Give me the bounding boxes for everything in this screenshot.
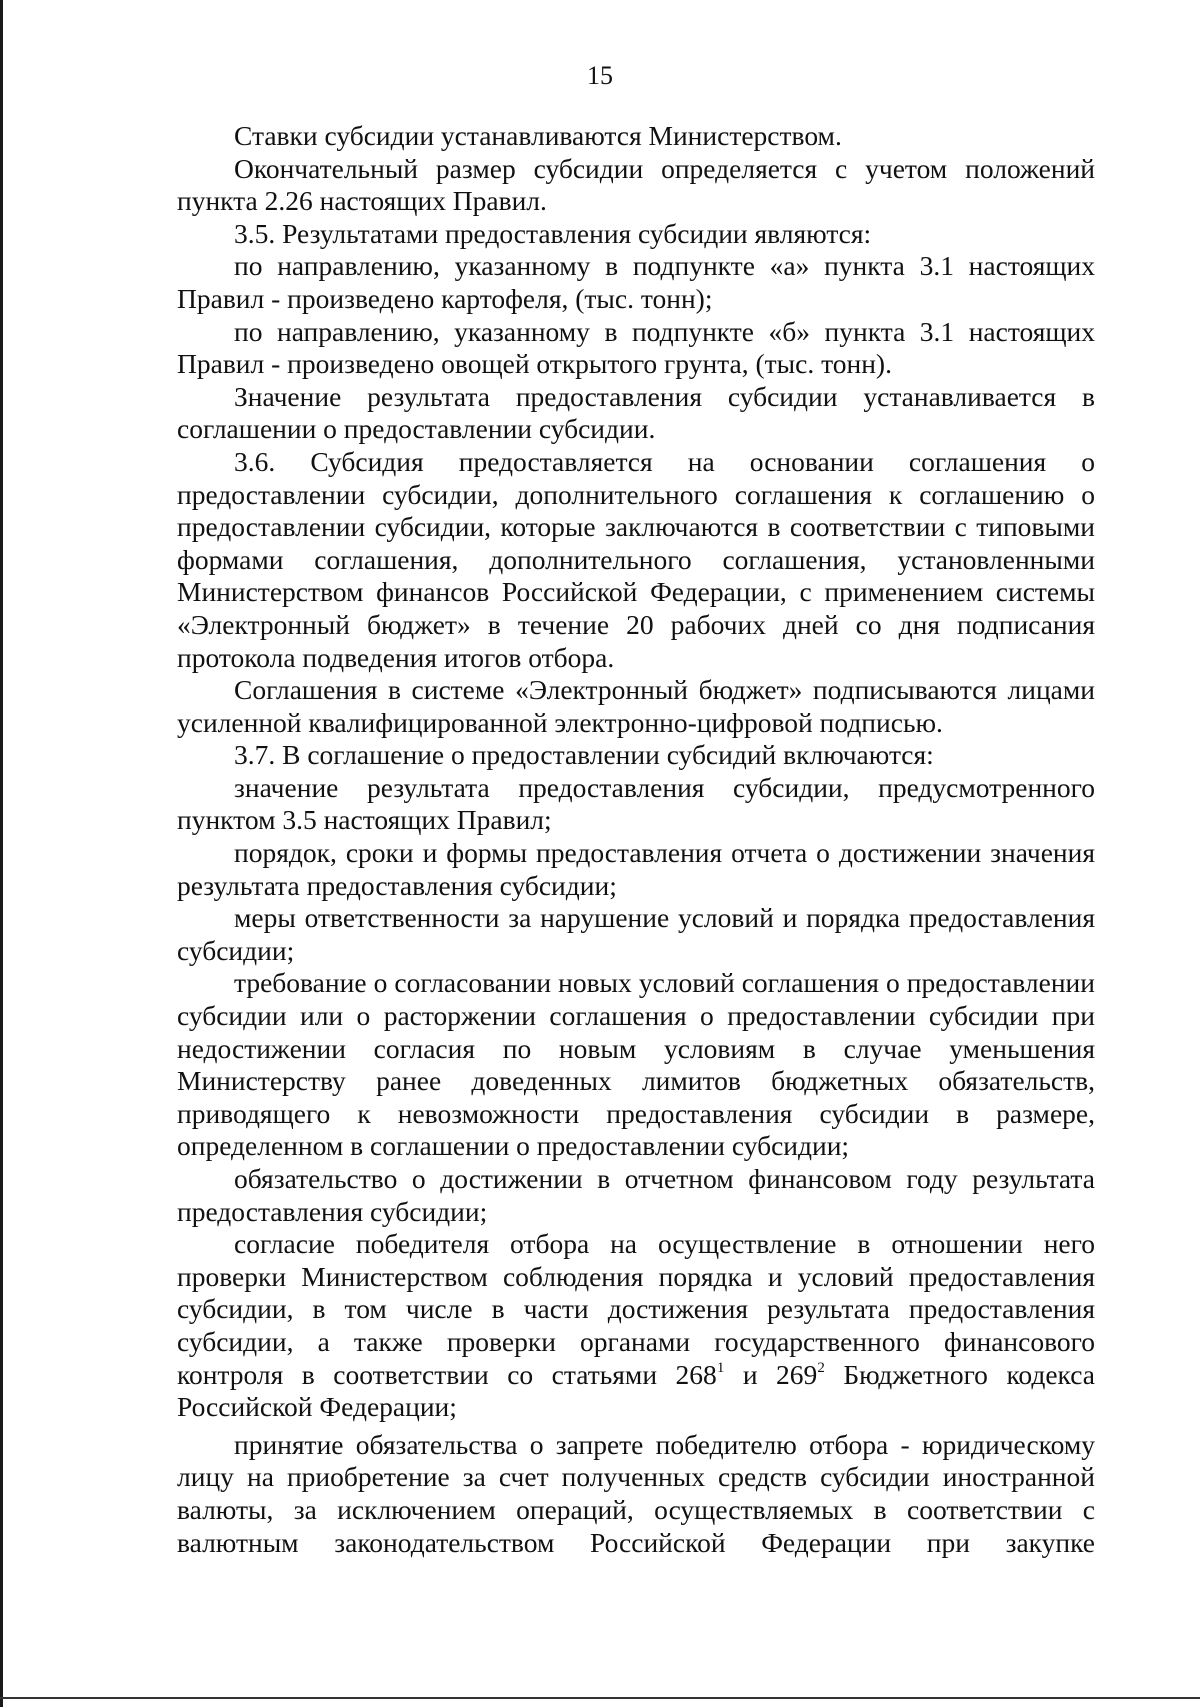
paragraph: Значение результата предоставления субсидии устанавливается в соглашении о предоставлении субсидии. [177,380,1095,445]
paragraph-budget-code-check [177,1228,1095,1424]
article-superscript: 2 [817,1359,825,1376]
check-text-middle: и 269 [724,1358,818,1390]
paragraph: Ставки субсидии устанавливаются Министерством. [234,120,842,151]
paragraph: меры ответственности за нарушение условий и порядка предоставления субсидии; [177,902,1095,966]
document-body [177,120,1095,1559]
paragraph: Окончательный размер субсидии определяется с учетом положений пункта 2.26 настоящих Правил. [177,152,1095,217]
paragraph: порядок, сроки и формы предоставления отчета о достижении значения результата предоставления субсидии; [177,837,1095,901]
paragraph-currency-ban: принятие обязательства о запрете победителю отбора - юридическому лицу на приобретение за счет полученных средств субсидии иностранной валюты, за исключением операций, осуществляемых в соответствии с валютным законодательством Российской Федерации при закупке [177,1428,1095,1558]
paragraph: по направлению, указанному в подпункте «б» пункта 3.1 настоящих Правил - произведено овощей открытого грунта, (тыс. тонн). [177,315,1095,380]
check-text-after: Бюджетного кодекса Российской Федерации; [177,1358,1095,1423]
article-superscript: 1 [716,1359,725,1376]
paragraph: 3.7. В соглашение о предоставлении субсидий включаются: [234,739,934,771]
paragraph: требование о согласовании новых условий соглашения о предоставлении субсидии или о расторжении соглашения о предоставлении субсидии при недостижении согласия по новым условиям в случае уменьшения Министерству ранее доведенных лимитов бюджетных обязательств, приводящего к невозможности предоставления субсидии в размере, определенном в соглашении о предоставлении субсидии; [177,967,1095,1162]
check-text-before: согласие победителя отбора на осуществление в отношении него проверки Министерством соблюдения порядка и условий предоставления субсидии, в том числе в части достижения результата предоставления субсидии, а также проверки органами государственного финансового контроля в соответствии со статьями 268 [177,1228,1095,1390]
paragraph: 3.6. Субсидия предоставляется на основании соглашения о предоставлении субсидии, дополнительного соглашения к соглашению о предоставлении субсидии, которые заключаются в соответствии с типовыми формами соглашения, дополнительного соглашения, установленными Министерством финансов Российской Федерации, с применением системы «Электронный бюджет» в течение 20 рабочих дней со дня подписания протокола подведения итогов отбора. [177,445,1095,673]
paragraph: значение результата предоставления субсидии, предусмотренного пунктом 3.5 настоящих Правил; [177,771,1095,836]
page-number: 15 [587,61,613,90]
paragraph: 3.5. Результатами предоставления субсидии являются: [234,217,872,249]
paragraph: обязательство о достижении в отчетном финансовом году результата предоставления субсидии; [177,1163,1095,1227]
paragraph: Соглашения в системе «Электронный бюджет» подписываются лицами усиленной квалифицированной электронно-цифровой подписью. [177,674,1095,738]
paragraph: по направлению, указанному в подпункте «а» пункта 3.1 настоящих Правил - произведено картофеля, (тыс. тонн); [177,250,1095,314]
scan-left-edge [0,0,3,1707]
scan-bottom-edge [0,1697,1200,1699]
